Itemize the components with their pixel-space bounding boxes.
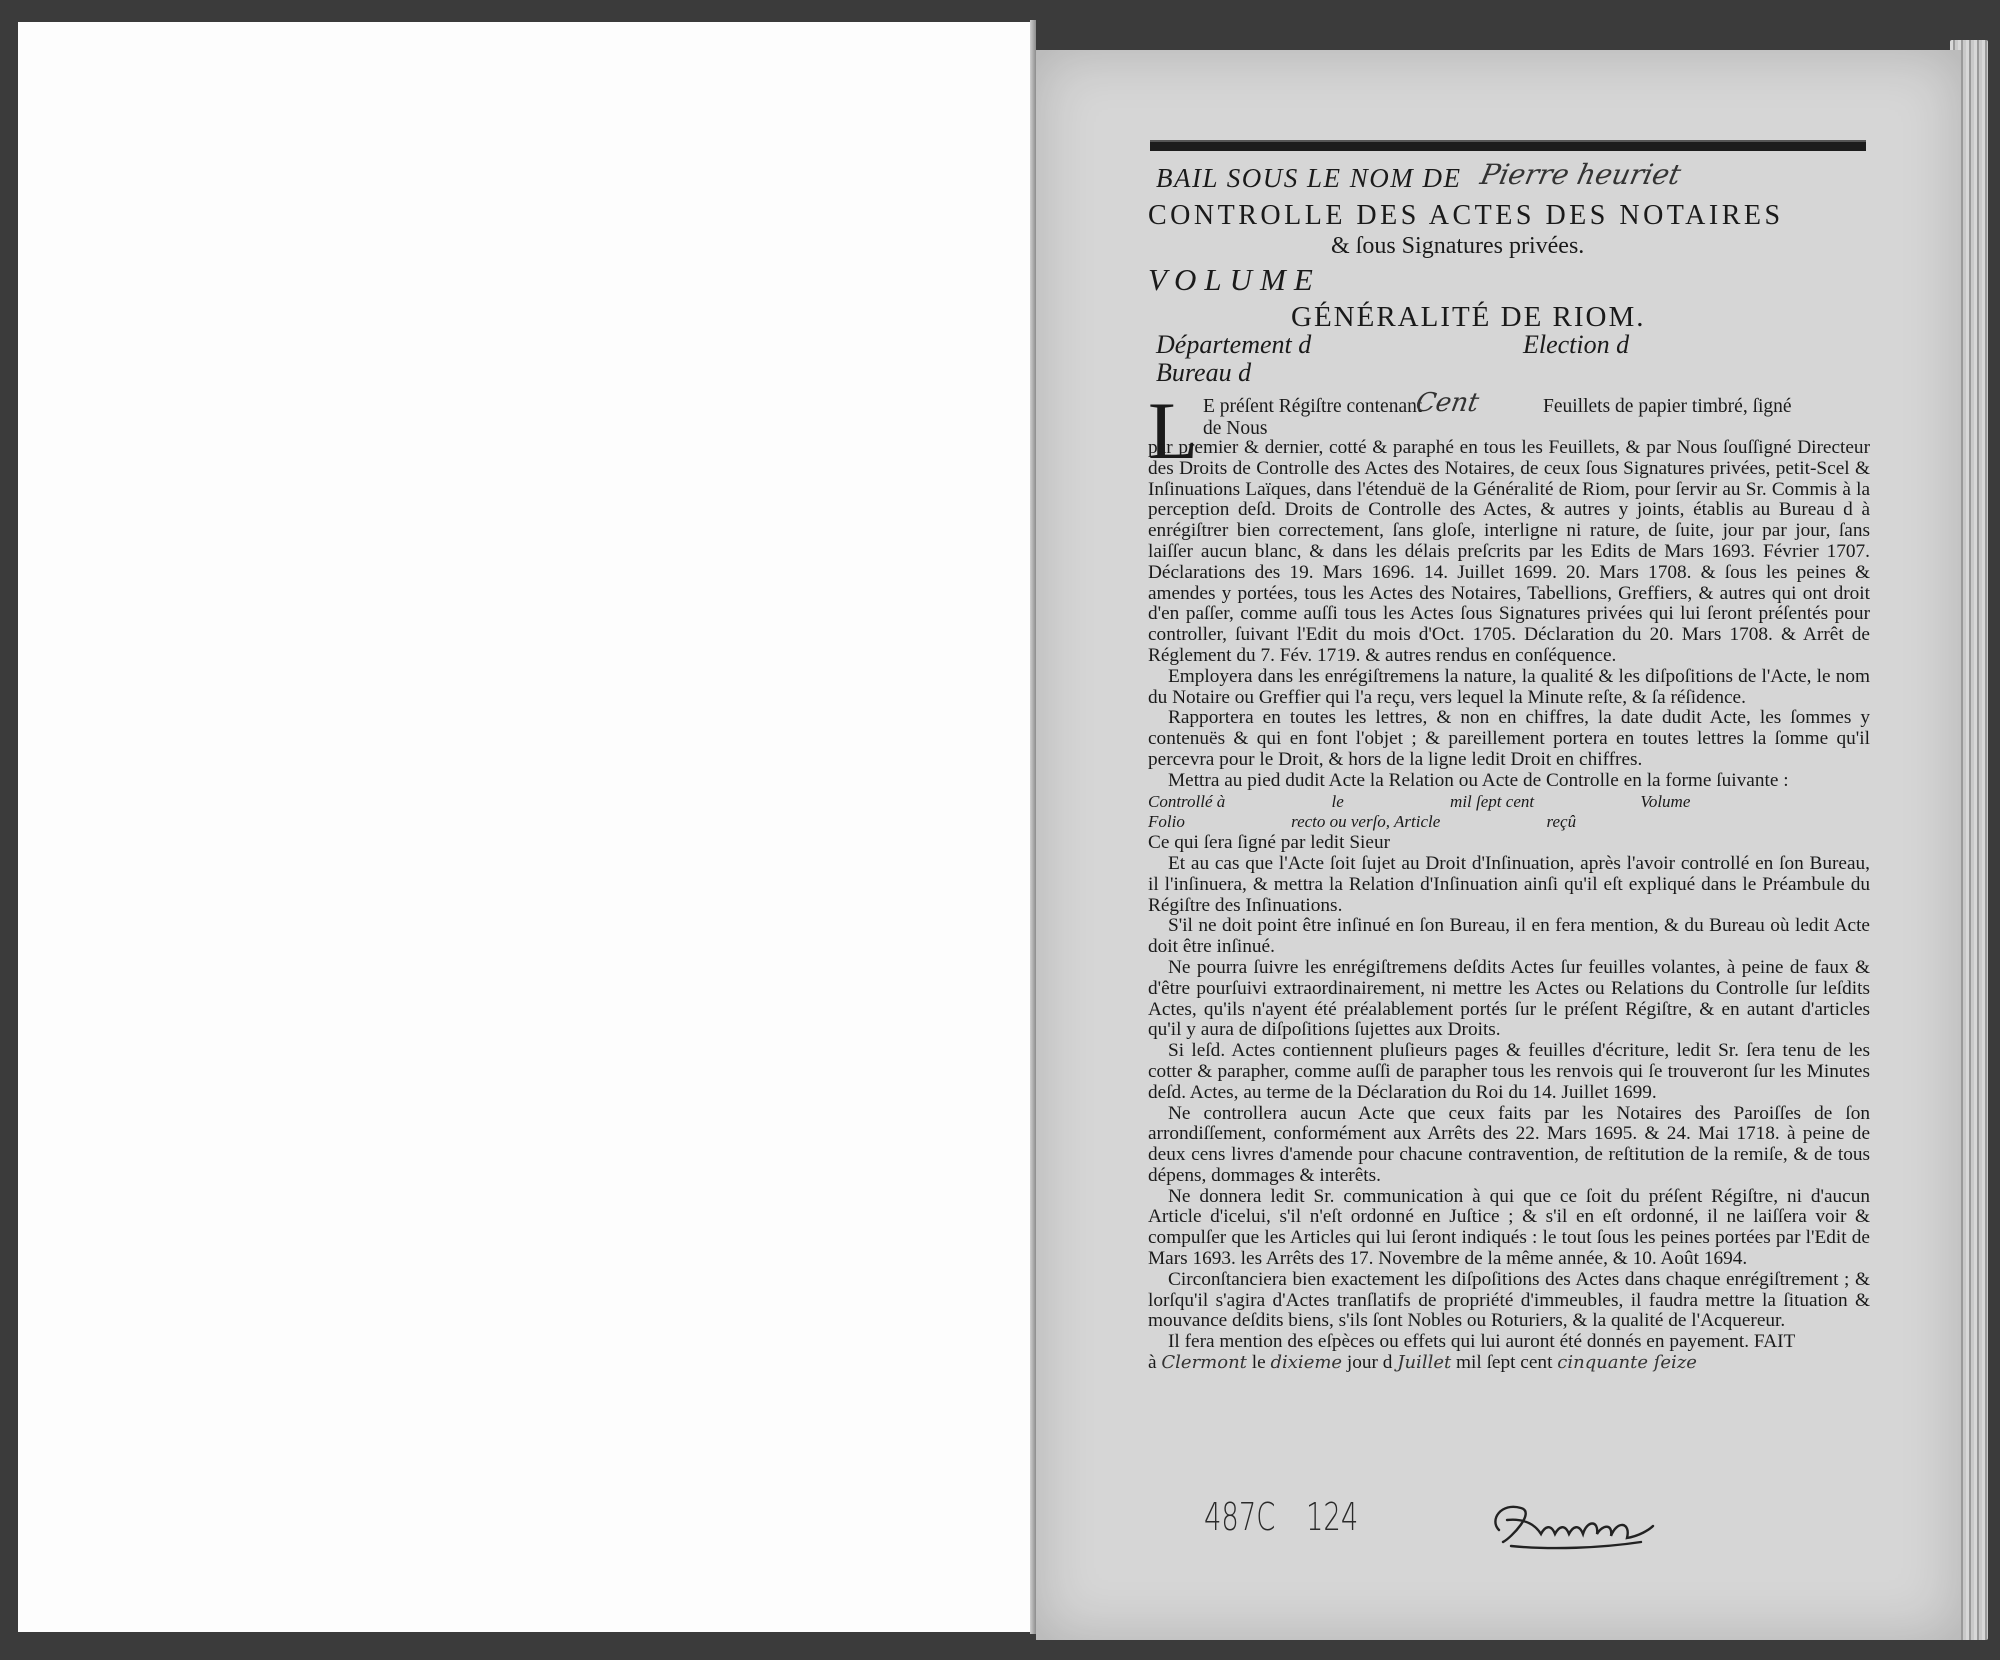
- fait-le: le: [1251, 1352, 1266, 1374]
- fait-a: à: [1148, 1352, 1157, 1374]
- bail-name-handwritten: Pierre heuriet: [1477, 158, 1684, 191]
- intro-line-end: Feuillets de papier timbré, ſigné: [1543, 396, 1792, 417]
- departement-label: Département d: [1156, 330, 1312, 359]
- fait-jour: jour d: [1346, 1352, 1393, 1374]
- paragraph: Ne pourra ſuivre les enrégiſtremens deſdits Actes ſur feuilles volantes, à peine de faux & d'être pourſuivi extraordinairement, ni mettre les Actes ou Relations du Controlle ſur leſdits Actes, qu'ils n'ayent été préalablement portés ſur le préſent Régiſtre, & en autant d'articles qu'il y aura de diſpoſitions ſujettes aux Droits.: [1148, 956, 1870, 1041]
- fait-year-handwritten: cinquante ſeize: [1557, 1352, 1697, 1374]
- bail-label: BAIL SOUS LE NOM DE: [1156, 163, 1462, 193]
- signature-image: [1481, 1490, 1661, 1560]
- archive-number: 487C: [1204, 1495, 1276, 1539]
- paragraph: Mettra au pied dudit Acte la Relation ou Acte de Controlle en la forme ſuivante :: [1168, 769, 1789, 791]
- bureau-label: Bureau d: [1156, 358, 1252, 387]
- paragraph: Employera dans les enrégiſtremens la nature, la qualité & les diſpoſitions de l'Acte, le nom du Notaire ou Greffier qui l'a reçu, vers lequel la Minute reſte, & ſa réſidence.: [1148, 665, 1870, 708]
- paragraph: S'il ne doit point être inſinué en ſon Bureau, il en fera mention, & du Bureau où ledit Acte doit être inſinué.: [1148, 915, 1870, 958]
- paragraph: Si leſd. Actes contiennent pluſieurs pages & feuilles d'écriture, ledit Sr. ſera tenu de les cotter & parapher, comme auſſi de parapher tous les renvois qui ſe trouveront ſur les Minutes deſd. Actes, au terme de la Déclaration du Roi du 14. Juillet 1699.: [1148, 1040, 1870, 1103]
- fait-month-handwritten: Juillet: [1397, 1352, 1452, 1374]
- fait-day-handwritten: dixieme: [1270, 1352, 1343, 1374]
- blank-left-page: [18, 22, 1030, 1632]
- feuillets-count-handwritten: Cent: [1413, 388, 1482, 418]
- fait-line: [1148, 1353, 1870, 1374]
- register-body: [1148, 438, 1870, 1374]
- paragraph: Ne controllera aucun Acte que ceux faits par les Notaires des Paroiſſes de ſon arrondiſſement, conformément aux Arrêts des 22. Mars 1695. & 24. Mai 1718. à peine de deux cens livres d'amende pour chacune contravention, de reſtitution de la remiſe, & de tous dépens, dommages & interêts.: [1148, 1102, 1870, 1186]
- paragraph: Rapportera en toutes les lettres, & non en chiffres, la date dudit Acte, les ſommes y contenuës & qui en font l'objet ; & pareillement portera en toutes lettres la ſomme qu'il percevra pour le Droit, & hors de la ligne ledit Droit en chiffres.: [1148, 707, 1870, 770]
- generalite-heading: GÉNÉRALITÉ DE RIOM.: [1291, 301, 1646, 333]
- volume-label: VOLUME: [1148, 262, 1321, 297]
- election-label: Election d: [1523, 330, 1630, 359]
- paragraph: Ce qui ſera ſigné par ledit Sieur: [1148, 832, 1391, 854]
- paragraph: Ne donnera ledit Sr. communication à qui que ce ſoit du préſent Régiſtre, ni d'aucun Article d'icelui, s'il n'eſt ordonné en Juſtice ; & s'il en eſt ordonné, il ne laiſſera voir & compulſer que les Articles qui lui ſeront indiqués : le tout ſous les peines portées par l'Edit de Mars 1693. les Arrêts des 17. Novembre de la même année, & 10. Août 1694.: [1148, 1185, 1870, 1270]
- paragraph: Circonſtanciera bien exactement les diſpoſitions des Actes dans chaque enrégiſtrement ; & lorſqu'il s'agira d'Actes tranſlatifs de propriété d'immeubles, il faudra mettre la ſituation & mouvance deſdits biens, s'ils ſont Nobles ou Roturiers, & la qualité de l'Acquereur.: [1148, 1268, 1870, 1332]
- paragraph: Il fera mention des eſpèces ou effets qui lui auront été donnés en payement. FAIT: [1168, 1331, 1796, 1353]
- formula-line: Controllé à le mil ſept cent Volume: [1148, 791, 1691, 811]
- drop-cap: L: [1148, 385, 1199, 476]
- fait-mil: mil ſept cent: [1456, 1352, 1553, 1374]
- paragraph: par premier & dernier, cotté & paraphé en tous les Feuillets, & par Nous ſouſſigné Directeur des Droits de Controlle des Actes des Notaires, de ceux ſous Signatures privées, petit-Scel & Inſinuations Laïques, dans l'étenduë de la Généralité de Riom, pour ſervir au Sr. Commis à la perception deſd. Droits de Controlle des Actes, & autres y joints, établis au Bureau d à enrégiſtrer bien correctement, ſans gloſe, interligne ni rature, de ſuite, jour par jour, ſans laiſſer aucun blanc, & dans les délais preſcrits par les Edits de Mars 1693. Février 1707. Déclarations des 19. Mars 1696. 14. Juillet 1699. 20. Mars 1708. & ſous les peines & amendes y portées, tous les Actes des Notaires, Tabellions, Greffiers, & autres qui ont droit d'en paſſer, comme auſſi tous les Actes ſous Signatures privées qui lui ſeront préſentés pour controller, ſuivant l'Edit du mois d'Oct. 1705. Déclaration du 20. Mars 1708. & Arrêt de Réglement du 7. Fév. 1719. & autres rendus en conſéquence.: [1148, 437, 1870, 666]
- folio-number: 124: [1306, 1495, 1359, 1539]
- intro-line-start: E préſent Régiſtre contenant: [1203, 396, 1423, 417]
- formula-line: Folio recto ou verſo, Article reçû: [1148, 812, 1577, 832]
- fait-place-handwritten: Clermont: [1161, 1352, 1247, 1374]
- page-subtitle: & ſous Signatures privées.: [1331, 233, 1585, 259]
- page-title: CONTROLLE DES ACTES DES NOTAIRES: [1148, 200, 1784, 231]
- paragraph: Et au cas que l'Acte ſoit ſujet au Droit d'Inſinuation, après l'avoir controllé en ſon Bureau, il l'inſinuera, & mettra la Relation d'Inſinuation ainſi qu'il eſt expliqué dans le Préambule du Régiſtre des Inſinuations.: [1148, 852, 1870, 916]
- header-rule: [1150, 140, 1866, 151]
- register-page: [1036, 50, 1961, 1640]
- intro-line-2: de Nous: [1203, 418, 1268, 439]
